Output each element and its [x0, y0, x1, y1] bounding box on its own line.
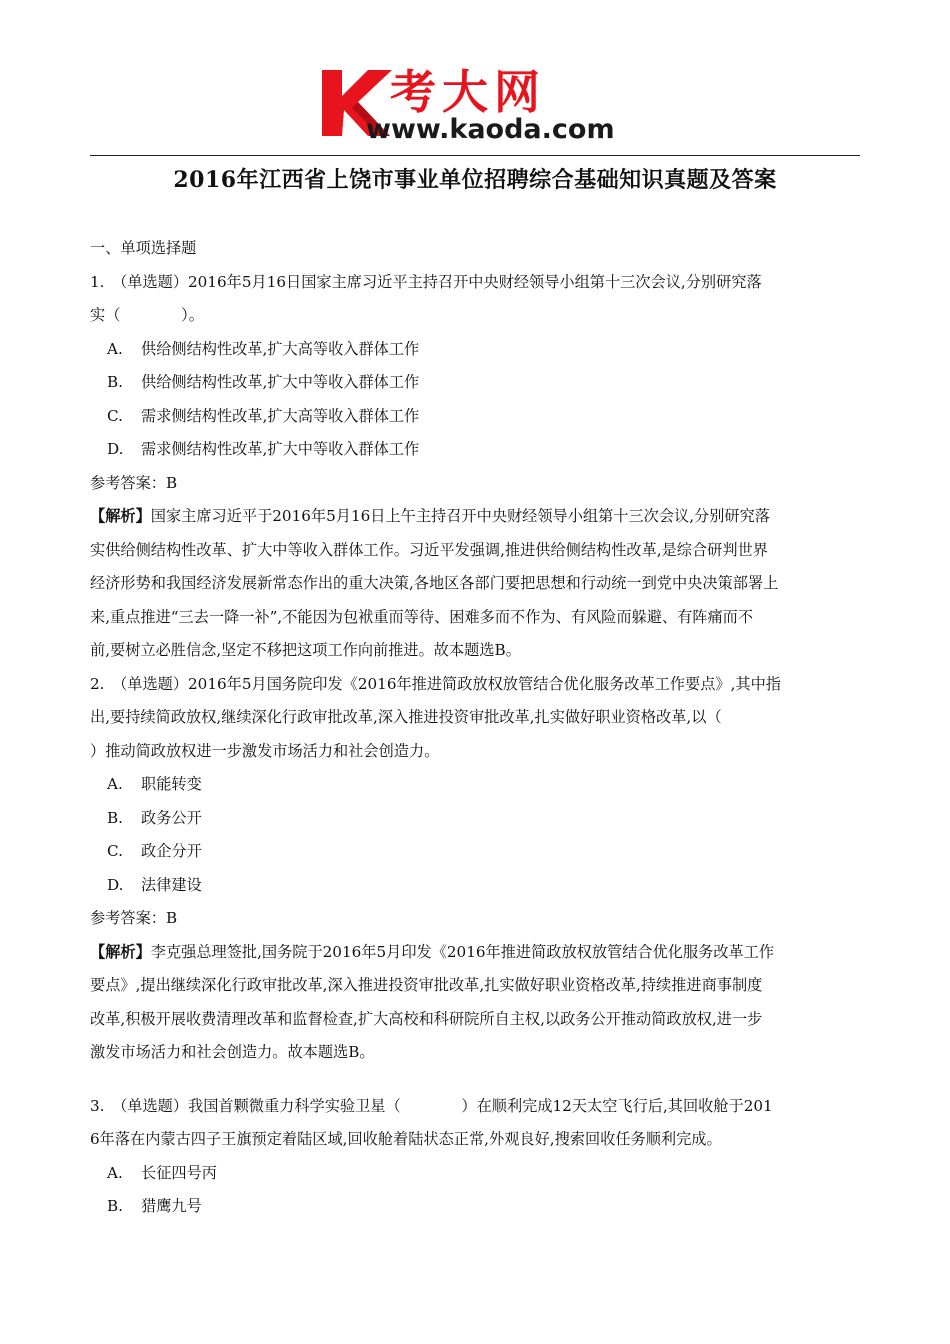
q3-option-b: [90, 1190, 860, 1224]
option-letter: B.: [107, 1197, 123, 1215]
q2-option-b: [90, 802, 860, 836]
q2-option-c: [90, 835, 860, 869]
option-letter: C.: [107, 406, 123, 425]
option-letter: D.: [107, 875, 124, 894]
question-3-line-2: 6年落在内蒙古四子王旗预定着陆区域,回收舱着陆状态正常,外观良好,搜索回收任务顺利完成。: [90, 1130, 722, 1148]
option-text: 供给侧结构性改革,扩大中等收入群体工作: [141, 373, 420, 391]
option-text: 需求侧结构性改革,扩大中等收入群体工作: [141, 440, 420, 458]
q1-analysis-line-2: 实供给侧结构性改革、扩大中等收入群体工作。习近平发强调,推进供给侧结构性改革,是综合研判世界: [90, 540, 768, 559]
brand-url: www.kaoda.com: [366, 114, 615, 145]
q2-analysis-line-1: [90, 936, 860, 970]
question-2-line-1: 2. （单选题）2016年5月国务院印发《2016年推进简政放权放管结合优化服务改革工作要点》,其中指: [90, 674, 781, 693]
option-text: 政务公开: [141, 808, 202, 827]
document-body: [90, 232, 860, 1224]
section-heading: 一、单项选择题: [90, 239, 197, 257]
analysis-label: 【解析】: [90, 507, 151, 525]
q1-answer: 参考答案：B: [90, 473, 178, 492]
question-2-line-3: ）推动简政放权进一步激发市场活力和社会创造力。: [90, 741, 440, 760]
q2-analysis-line-3: 改革,积极开展收费清理改革和监督检查,扩大高校和科研院所自主权,以政务公开推动简政放权,进一步: [90, 1009, 763, 1028]
q2-analysis-line-4: 激发市场活力和社会创造力。故本题选B。: [90, 1043, 375, 1061]
q1-analysis-line-3: 经济形势和我国经济发展新常态作出的重大决策,各地区各部门要把思想和行动统一到党中央决策部署上: [90, 574, 779, 592]
option-letter: D.: [107, 440, 124, 458]
q2-answer: 参考答案：B: [90, 909, 178, 927]
analysis-label: 【解析】: [90, 942, 151, 961]
option-letter: A.: [107, 1163, 123, 1182]
question-2-line-2: 出,要持续简政放权,继续深化行政审批改革,深入推进投资审批改革,扎实做好职业资格改革,以（: [90, 708, 722, 726]
option-letter: A.: [107, 339, 123, 358]
q1-analysis-line-4: 来,重点推进“三去一降一补”,不能因为包袱重而等待、困难多而不作为、有风险而躲避、有阵痛而不: [90, 607, 754, 626]
option-letter: B.: [107, 373, 123, 391]
option-letter: C.: [107, 842, 123, 860]
q3-option-a: [90, 1157, 860, 1191]
question-1-line-2: 实（ ）。: [90, 306, 204, 324]
q2-analysis-line-2: 要点》,提出继续深化行政审批改革,深入推进投资审批改革,扎实做好职业资格改革,持续推进商事制度: [90, 976, 763, 994]
brand-chinese-name: 考大网: [390, 65, 546, 119]
option-text: 法律建设: [141, 875, 202, 894]
option-text: 长征四号丙: [141, 1163, 217, 1182]
question-3-line-1: 3. （单选题）我国首颗微重力科学实验卫星（ ）在顺利完成12天太空飞行后,其回收舱于201: [90, 1096, 773, 1115]
q1-option-b: [90, 366, 860, 400]
option-text: 政企分开: [141, 842, 202, 860]
header-divider: [90, 155, 860, 156]
page-header: [0, 0, 950, 158]
option-letter: A.: [107, 775, 123, 793]
analysis-text: 李克强总理签批,国务院于2016年5月印发《2016年推进简政放权放管结合优化服务改革工作: [150, 942, 775, 961]
option-text: 供给侧结构性改革,扩大高等收入群体工作: [141, 339, 420, 358]
option-text: 猎鹰九号: [141, 1197, 202, 1215]
analysis-text: 国家主席习近平于2016年5月16日上午主持召开中央财经领导小组第十三次会议,分别研究落: [150, 507, 770, 525]
q2-option-a: [90, 768, 860, 802]
q1-analysis-line-1: [90, 500, 860, 534]
q1-option-a: [90, 333, 860, 367]
paragraph-gap: [90, 1070, 860, 1090]
q2-option-d: [90, 869, 860, 903]
option-text: 需求侧结构性改革,扩大高等收入群体工作: [141, 406, 420, 425]
kaoda-logo: [318, 60, 648, 148]
q1-option-d: [90, 433, 860, 467]
q1-analysis-line-5: 前,要树立必胜信念,坚定不移把这项工作向前推进。故本题选B。: [90, 641, 521, 659]
question-1-line-1: 1. （单选题）2016年5月16日国家主席习近平主持召开中央财经领导小组第十三次会议,分别研究落: [90, 272, 762, 291]
q1-option-c: [90, 400, 860, 434]
document-title: 2016年江西省上饶市事业单位招聘综合基础知识真题及答案: [173, 167, 777, 193]
option-text: 职能转变: [141, 775, 202, 793]
option-letter: B.: [107, 808, 123, 827]
